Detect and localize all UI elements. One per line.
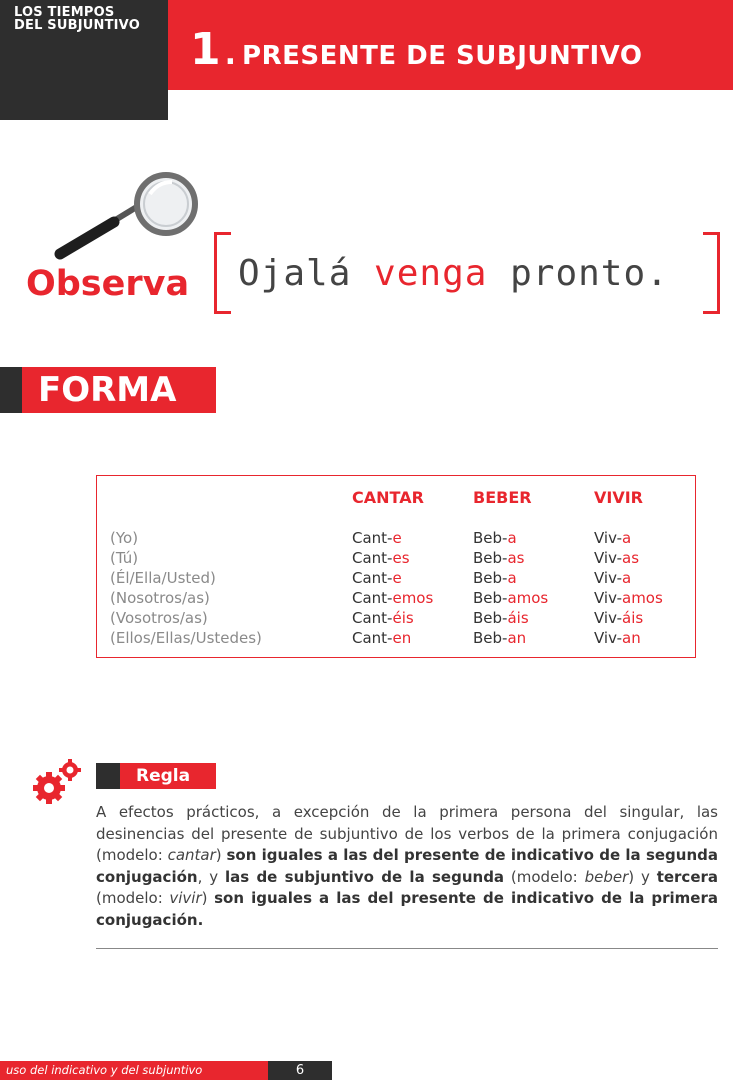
regla-bold-part: son iguales a las del presente de indicativo de la primera conjugación. bbox=[96, 889, 718, 929]
pronoun-ellos: (Ellos/Ellas/Ustedes) bbox=[110, 629, 262, 647]
regla-model-vivir: vivir bbox=[169, 889, 202, 907]
pronoun-nosotros: (Nosotros/as) bbox=[110, 589, 210, 607]
vivir-stem: Viv- bbox=[594, 589, 622, 607]
regla-marker bbox=[96, 763, 120, 789]
page-title bbox=[190, 24, 643, 75]
cantar-ending: es bbox=[392, 549, 410, 567]
regla-bold-part: tercera bbox=[656, 867, 719, 886]
section-line-1: LOS TIEMPOS bbox=[14, 5, 115, 20]
regla-text-part: (modelo: bbox=[96, 889, 170, 907]
regla-text-part: ) bbox=[215, 846, 227, 864]
vivir-form bbox=[594, 548, 639, 568]
divider bbox=[96, 948, 718, 949]
section-line-2: DEL SUBJUNTIVO bbox=[14, 18, 140, 33]
cantar-form bbox=[352, 548, 410, 568]
beber-form bbox=[473, 528, 517, 548]
vivir-ending: amos bbox=[622, 589, 663, 607]
vivir-form bbox=[594, 568, 631, 588]
page-number: 6 bbox=[295, 1063, 305, 1078]
pronoun-tu: (Tú) bbox=[110, 549, 139, 567]
gears-icon bbox=[32, 758, 82, 806]
chapter-dot: . bbox=[224, 37, 237, 72]
example-highlight: venga bbox=[374, 253, 488, 294]
footer-text: uso del indicativo y del subjuntivo bbox=[6, 1063, 203, 1077]
cantar-ending: en bbox=[392, 629, 412, 647]
forma-marker bbox=[0, 367, 22, 413]
regla-text-part: ) y bbox=[628, 867, 657, 886]
cantar-form bbox=[352, 528, 402, 548]
cantar-stem: Cant- bbox=[352, 589, 393, 607]
header-vivir: VIVIR bbox=[594, 488, 643, 507]
beber-form bbox=[473, 548, 524, 568]
vivir-ending: a bbox=[622, 569, 632, 587]
cantar-stem: Cant- bbox=[352, 569, 393, 587]
beber-stem: Beb- bbox=[473, 529, 508, 547]
header-beber: BEBER bbox=[473, 488, 532, 507]
vivir-form bbox=[594, 628, 641, 648]
vivir-ending: an bbox=[622, 629, 641, 647]
regla-model-cantar: cantar bbox=[167, 846, 216, 864]
cantar-form bbox=[352, 588, 433, 608]
example-sentence bbox=[238, 252, 669, 296]
vivir-form bbox=[594, 528, 631, 548]
vivir-stem: Viv- bbox=[594, 529, 622, 547]
beber-form bbox=[473, 568, 517, 588]
cantar-ending: e bbox=[392, 529, 402, 547]
forma-label: FORMA bbox=[38, 370, 177, 410]
bracket-right bbox=[703, 232, 720, 314]
beber-ending: áis bbox=[507, 609, 529, 627]
cantar-stem: Cant- bbox=[352, 529, 393, 547]
beber-ending: a bbox=[507, 529, 517, 547]
cantar-form bbox=[352, 628, 411, 648]
vivir-stem: Viv- bbox=[594, 609, 622, 627]
vivir-ending: áis bbox=[622, 609, 644, 627]
cantar-form bbox=[352, 568, 402, 588]
regla-text-part: , y bbox=[197, 867, 225, 886]
example-pre: Ojalá bbox=[238, 253, 375, 294]
cantar-stem: Cant- bbox=[352, 629, 393, 647]
pronoun-el: (Él/Ella/Usted) bbox=[110, 569, 216, 587]
beber-stem: Beb- bbox=[473, 549, 508, 567]
cantar-stem: Cant- bbox=[352, 609, 393, 627]
vivir-ending: a bbox=[622, 529, 632, 547]
beber-ending: amos bbox=[507, 589, 549, 607]
pronoun-yo: (Yo) bbox=[110, 529, 139, 547]
beber-ending: a bbox=[507, 569, 517, 587]
beber-stem: Beb- bbox=[473, 629, 508, 647]
example-post: pronto. bbox=[487, 253, 669, 294]
vivir-ending: as bbox=[622, 549, 640, 567]
cantar-ending: e bbox=[392, 569, 402, 587]
vivir-stem: Viv- bbox=[594, 549, 622, 567]
regla-bold-part: son iguales a las del presente de indicativo de la segunda conjugación bbox=[96, 846, 719, 886]
regla-text-part: A efectos prácticos, a excepción de la primera persona del singular, las desinencias del presente de subjuntivo de los verbos de la primera conjugación (modelo: bbox=[96, 803, 718, 864]
vivir-form bbox=[594, 608, 643, 628]
regla-text-part: ) bbox=[201, 889, 215, 907]
vivir-form bbox=[594, 588, 663, 608]
beber-stem: Beb- bbox=[473, 589, 508, 607]
cantar-form bbox=[352, 608, 414, 628]
regla-text-part: (modelo: bbox=[504, 867, 585, 886]
beber-form bbox=[473, 588, 548, 608]
regla-model-beber: beber bbox=[584, 867, 629, 886]
magnifying-glass-icon bbox=[50, 170, 200, 270]
regla-paragraph bbox=[96, 802, 718, 931]
bracket-left bbox=[214, 232, 231, 314]
beber-stem: Beb- bbox=[473, 609, 508, 627]
regla-label: Regla bbox=[136, 766, 191, 786]
pronoun-vosotros: (Vosotros/as) bbox=[110, 609, 208, 627]
header-section-label bbox=[14, 6, 140, 32]
chapter-title: PRESENTE DE SUBJUNTIVO bbox=[242, 41, 643, 71]
regla-bold-part: las de subjuntivo de la segunda bbox=[224, 867, 505, 886]
header-cantar: CANTAR bbox=[352, 488, 424, 507]
cantar-stem: Cant- bbox=[352, 549, 393, 567]
cantar-ending: emos bbox=[392, 589, 434, 607]
vivir-stem: Viv- bbox=[594, 569, 622, 587]
beber-ending: as bbox=[507, 549, 525, 567]
chapter-number: 1 bbox=[190, 24, 221, 75]
beber-stem: Beb- bbox=[473, 569, 508, 587]
beber-form bbox=[473, 608, 529, 628]
vivir-stem: Viv- bbox=[594, 629, 622, 647]
observa-label: Observa bbox=[26, 264, 190, 304]
cantar-ending: éis bbox=[392, 609, 414, 627]
beber-ending: an bbox=[507, 629, 527, 647]
beber-form bbox=[473, 628, 526, 648]
